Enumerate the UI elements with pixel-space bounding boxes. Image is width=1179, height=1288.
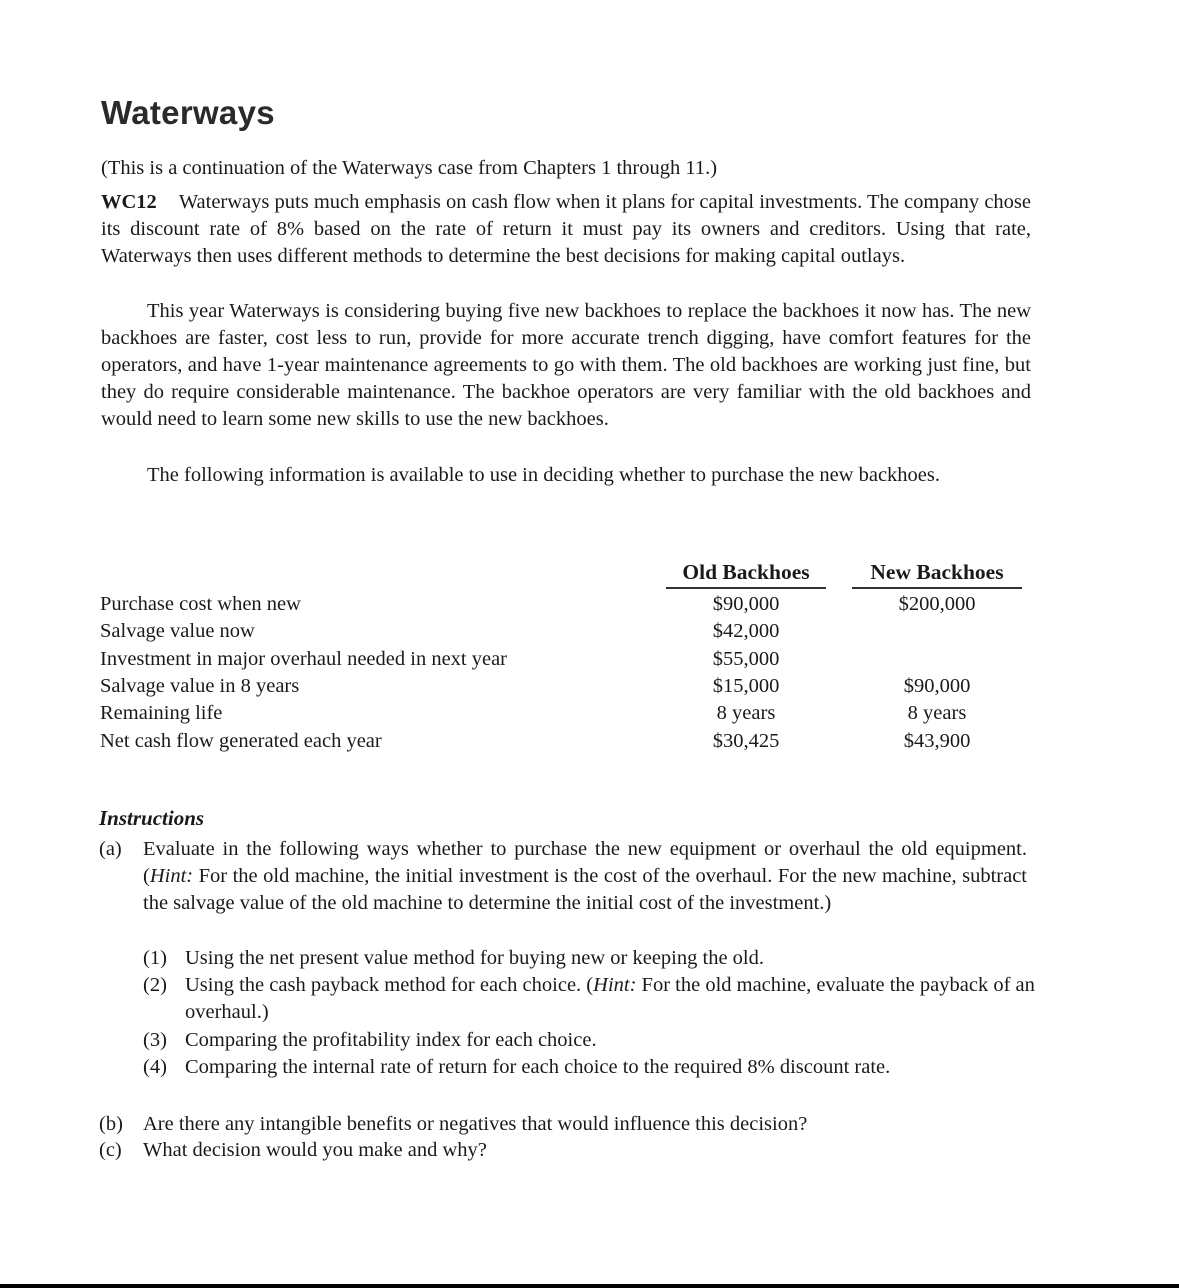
old-value: $15,000 xyxy=(712,675,780,697)
hint-label: Hint: xyxy=(149,865,194,887)
text-segment: For the old machine, evaluate the payback of an overhaul.) xyxy=(185,974,1035,1023)
sub-item-text: Comparing the internal rate of return for each choice to the required 8% discount rate. xyxy=(185,1056,891,1078)
new-value: $90,000 xyxy=(903,675,971,697)
intro-paragraph-1 xyxy=(101,189,1031,270)
continuation-note: (This is a continuation of the Waterways case from Chapters 1 through 11.) xyxy=(101,157,718,179)
text-segment: For the old machine, the initial investment is the cost of the overhaul. For the new machine, subtract the salvage value of the old machine to determine the initial cost of the investment.) xyxy=(143,865,1027,914)
instruction-a-text xyxy=(143,836,1027,917)
old-value: 8 years xyxy=(716,702,776,724)
old-value: $55,000 xyxy=(712,648,780,670)
row-label: Salvage value in 8 years xyxy=(100,675,300,697)
row-label: Investment in major overhaul needed in next year xyxy=(100,648,508,670)
old-value: $90,000 xyxy=(712,593,780,615)
instructions-heading: Instructions xyxy=(99,806,205,830)
sub-item-text: Comparing the profitability index for each choice. xyxy=(185,1029,597,1051)
sub-item-text: Using the net present value method for buying new or keeping the old. xyxy=(185,947,764,969)
intro-paragraph-1-text: Waterways puts much emphasis on cash flow when it plans for capital investments. The company chose its discount rate of 8% based on the rate of return it must pay its owners and creditors. Using that rate, Waterways then uses different methods to determine the best decisions for making capital outlays. xyxy=(101,191,1031,267)
hint-label: Hint: xyxy=(593,974,637,996)
new-value: $200,000 xyxy=(898,593,976,615)
item-marker: (2) xyxy=(143,974,167,996)
item-marker: (b) xyxy=(99,1113,123,1135)
item-marker: (4) xyxy=(143,1056,167,1078)
instruction-a-4 xyxy=(143,1054,1063,1108)
page-title: Waterways xyxy=(101,94,275,131)
row-label: Remaining life xyxy=(100,702,223,724)
new-value: 8 years xyxy=(907,702,967,724)
item-marker: (c) xyxy=(99,1139,122,1161)
table-row xyxy=(100,648,1030,675)
table-row xyxy=(100,730,1030,757)
column-header-new: New Backhoes xyxy=(852,560,1022,589)
intro-paragraph-3: The following information is available to use in deciding whether to purchase the new backhoes. xyxy=(147,464,941,486)
text-segment: Using the cash payback method for each choice. ( xyxy=(185,974,594,996)
bottom-border xyxy=(0,1284,1179,1288)
item-marker: (3) xyxy=(143,1029,167,1051)
row-label: Purchase cost when new xyxy=(100,593,301,615)
table-row xyxy=(100,593,1030,620)
instruction-b xyxy=(99,1111,1029,1138)
item-marker: (a) xyxy=(99,838,122,860)
old-value: $30,425 xyxy=(712,730,780,752)
instruction-b-text: Are there any intangible benefits or negatives that would influence this decision? xyxy=(143,1113,808,1135)
new-value: $43,900 xyxy=(903,730,971,752)
item-marker: (1) xyxy=(143,947,167,969)
old-value: $42,000 xyxy=(712,620,780,642)
instruction-a-3 xyxy=(143,1027,1063,1054)
sub-item-text xyxy=(185,972,1063,1026)
table-row xyxy=(100,702,1030,729)
table-row xyxy=(100,675,1030,702)
row-label: Net cash flow generated each year xyxy=(100,730,382,752)
instruction-a xyxy=(99,836,1029,946)
table-row xyxy=(100,620,1030,647)
instruction-c xyxy=(99,1137,1029,1164)
text-segment: Evaluate in the following ways whether to purchase the new equipment or overhaul the old equipment. ( xyxy=(143,838,1027,887)
instruction-a-1 xyxy=(143,945,1063,972)
case-label: WC12 xyxy=(101,191,157,213)
instruction-a-2 xyxy=(143,972,1063,1026)
row-label: Salvage value now xyxy=(100,620,255,642)
column-header-old: Old Backhoes xyxy=(666,560,826,589)
intro-paragraph-2: This year Waterways is considering buying five new backhoes to replace the backhoes it now has. The new backhoes are faster, cost less to run, provide for more accurate trench digging, have comfort features for the operators, and have 1-year maintenance agreements to go with them. The old backhoes are working just fine, but they do require considerable maintenance. The backhoe operators are very familiar with the old backhoes and would need to learn some new skills to use the new backhoes. xyxy=(101,300,1031,430)
instruction-c-text: What decision would you make and why? xyxy=(143,1139,487,1161)
